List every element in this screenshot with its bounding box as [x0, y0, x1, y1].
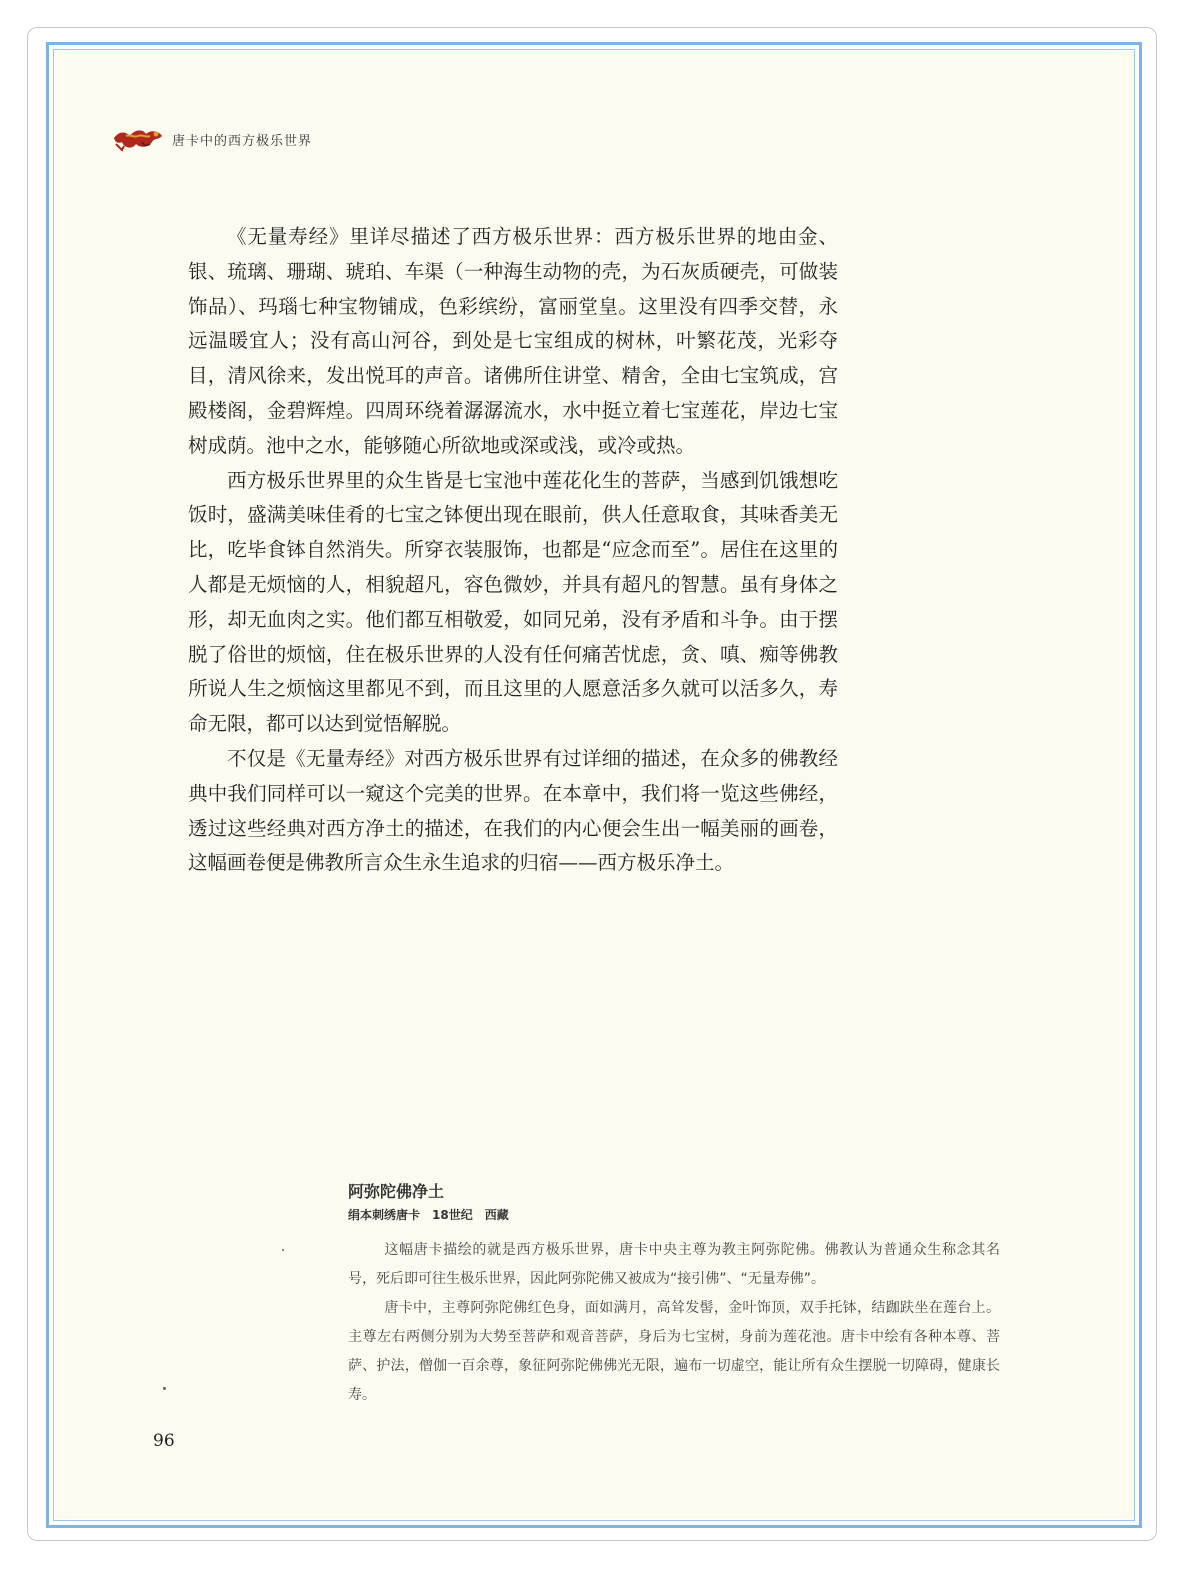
caption-paragraph: 这幅唐卡描绘的就是西方极乐世界，唐卡中央主尊为教主阿弥陀佛。佛教认为普通众生称念其名号，死后即可往生极乐世界，因此阿弥陀佛又被成为“接引佛”、“无量寿佛”。	[348, 1242, 1000, 1287]
running-header	[112, 124, 312, 154]
print-speck	[163, 1387, 166, 1390]
caption-paragraph: 唐卡中，主尊阿弥陀佛红色身，面如满月，高耸发髻，金叶饰顶，双手托钵，结跏趺坐在莲台上。主尊左右两侧分别为大势至菩萨和观音菩萨，身后为七宝树，身前为莲花池。唐卡中绘有各种本尊、菩萨、护法，僧伽一百余尊，象征阿弥陀佛佛光无限，遍布一切虚空，能让所有众生摆脱一切障碍，健康长寿。	[348, 1300, 1000, 1403]
main-text	[188, 220, 838, 881]
page-number: 96	[153, 1431, 175, 1451]
paragraph: 西方极乐世界里的众生皆是七宝池中莲花化生的菩萨，当感到饥饿想吃饭时，盛满美味佳肴的七宝之钵便出现在眼前，供人任意取食，其味香美无比，吃毕食钵自然消失。所穿衣装服饰，也都是“应念而至”。居住在这里的人都是无烦恼的人，相貌超凡，容色微妙，并具有超凡的智慧。虽有身体之形，却无血肉之实。他们都互相敬爱，如同兄弟，没有矛盾和斗争。由于摆脱了俗世的烦恼，住在极乐世界的人没有任何痛苦忧虑，贪、嗔、痴等佛教所说人生之烦恼这里都见不到，而且这里的人愿意活多久就可以活多久，寿命无限，都可以达到觉悟解脱。	[188, 468, 838, 736]
caption-body	[348, 1236, 1000, 1410]
caption-subtitle: 绢本刺绣唐卡 18世纪 西藏	[348, 1208, 509, 1222]
print-speck	[282, 1249, 284, 1251]
paragraph: 《无量寿经》里详尽描述了西方极乐世界：西方极乐世界的地由金、银、琉璃、珊瑚、琥珀、车渠（一种海生动物的壳，为石灰质硬壳，可做装饰品）、玛瑙七种宝物铺成，色彩缤纷，富丽堂皇。这里没有四季交替，永远温暖宜人；没有高山河谷，到处是七宝组成的树林，叶繁花茂，光彩夺目，清风徐来，发出悦耳的声音。诸佛所住讲堂、精舍，全由七宝筑成，宫殿楼阁，金碧辉煌。四周环绕着潺潺流水，水中挺立着七宝莲花，岸边七宝树成荫。池中之水，能够随心所欲地或深或浅，或冷或热。	[188, 225, 838, 457]
figure-caption	[348, 1180, 1000, 1410]
paragraph: 不仅是《无量寿经》对西方极乐世界有过详细的描述，在众多的佛教经典中我们同样可以一窥这个完美的世界。在本章中，我们将一览这些佛经，透过这些经典对西方净土的描述，在我们的内心便会生出一幅美丽的画卷，这幅画卷便是佛教所言众生永生追求的归宿——西方极乐净土。	[188, 746, 838, 875]
caption-title: 阿弥陀佛净土	[348, 1182, 445, 1201]
header-title: 唐卡中的西方极乐世界	[172, 133, 313, 149]
dragon-icon	[112, 124, 166, 154]
